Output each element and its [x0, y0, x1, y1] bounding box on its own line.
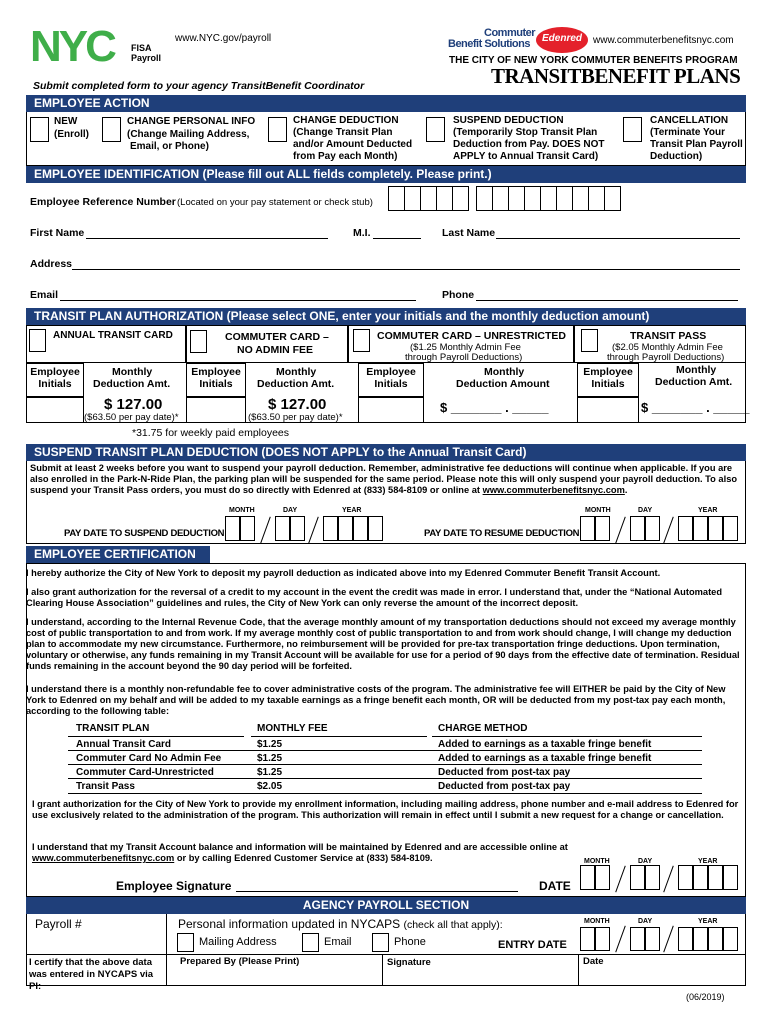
date-digit-box[interactable] [645, 865, 660, 890]
cert-paragraph-3: I understand, according to the Internal Revenue Code, that the average monthly amount of my transportation deductions should not exceed my average monthly cost of public transportation to and from work. If my average monthly cost of public transportation to and from work should change, I will change my deduction plan to accommodate my new circumstance. Furthermore, no reimbursement will be provided for pre-tax transportation fringe deductions. Upon termination, voluntary or otherwise, any funds remaining in my Transit Account will be available for use for a period of 90 days from the effective date of termination. Residual funds remaining in the account beyond the 90 day period will be forfeited. [26, 617, 740, 671]
identification-heading: EMPLOYEE IDENTIFICATION (Please fill out ALL fields completely. Please print.) [26, 166, 746, 183]
date-slash [615, 866, 626, 893]
ref-digit-box[interactable] [604, 186, 621, 211]
plan-transit-pass-monthly: Monthly [676, 364, 717, 376]
date-digit-box[interactable] [678, 516, 693, 541]
plan-transit-pass-sub2: through Payroll Deductions) [607, 352, 725, 363]
fee-table-header: TRANSIT PLAN [76, 723, 150, 734]
date-digit-box[interactable] [290, 516, 305, 541]
date-slash [260, 517, 271, 544]
employee-action-heading: EMPLOYEE ACTION [26, 95, 746, 112]
date-digit-box[interactable] [723, 865, 738, 890]
reference-number-label: Employee Reference Number [30, 196, 176, 208]
plan-unrestricted-sub1: ($1.25 Monthly Admin Fee [410, 342, 521, 353]
address-label: Address [30, 258, 73, 270]
plan-transit-pass-deduction: Deduction Amt. [655, 376, 733, 388]
mailing-address-checkbox[interactable] [177, 933, 194, 952]
fee-table-row-rule [68, 778, 702, 779]
fee-table-cell: Deducted from post-tax pay [438, 781, 571, 792]
date-digit-box[interactable] [580, 516, 595, 541]
fee-table-cell: Transit Pass [76, 781, 135, 792]
email-label: Email [30, 289, 59, 301]
option-cancel-line3: Transit Plan Payroll [650, 139, 743, 150]
program-line: THE CITY OF NEW YORK COMMUTER BENEFITS PROGRAM [449, 55, 738, 66]
option-change-personal-line3: Email, or Phone) [130, 141, 209, 152]
email-field[interactable] [60, 300, 416, 301]
cert-paragraph-2: I also grant authorization for the reversal of a credit to my account in the event the credit was made in error. I understand that, under the “National Automated Clearing House Association” guidelines and rules, the City of New York can only reverse the amount of the incorrect deposit. [26, 587, 723, 608]
fisa-label: FISA [131, 43, 152, 53]
first-name-label: First Name [30, 227, 85, 239]
fee-table-row-rule [68, 764, 702, 765]
cert-paragraph-5: I grant authorization for the City of New York to provide my enrollment information, including mailing address, phone number and e-mail address to Edenred for use exclusively related to the administration of the program. This authorization will remain in effect until I submit a new request for a change or cancellation. [32, 799, 739, 820]
fee-table-header-rule [251, 736, 427, 737]
plan-commuter-noadmin-per-pay: ($63.50 per pay date)* [248, 412, 343, 423]
cert-day-label: DAY [638, 858, 653, 865]
date-digit-box[interactable] [275, 516, 290, 541]
commuter-unrestricted-checkbox[interactable] [353, 329, 370, 352]
plan-commuter-noadmin-initials-label: Employee Initials [191, 366, 241, 390]
date-digit-box[interactable] [595, 865, 610, 890]
date-slash [615, 926, 626, 953]
agency-divider-v [166, 914, 167, 986]
entry-day-label: DAY [638, 918, 653, 925]
date-digit-box[interactable] [368, 516, 383, 541]
cert-month-label: MONTH [584, 858, 610, 865]
agency-email-checkbox[interactable] [302, 933, 319, 952]
plan-annual-initials-label: Employee Initials [30, 366, 80, 390]
new-enroll-checkbox[interactable] [30, 117, 49, 142]
plan-annual-per-pay: ($63.50 per pay date)* [84, 412, 179, 423]
plan-commuter-noadmin-monthly: Monthly [276, 366, 317, 378]
ref-digit-box[interactable] [476, 186, 493, 211]
ref-digit-box[interactable] [492, 186, 509, 211]
annual-transit-checkbox[interactable] [29, 329, 46, 352]
cert-paragraph-6-text: I understand that my Transit Account balance and information will be maintained by Edenred and are accessible online at [32, 842, 568, 852]
suspend-text: Submit at least 2 weeks before you want to suspend your payroll deduction. Remember, administrative fee deductions will continue when applicable. If you are also enrolled in the Park-N-Ride Plan, the parking plan will be suspended for the same period. Please note this will only suspend your payroll deduction. To also suspend your Transit Pass orders, you must do so directly with Edenred at (833) 584-8109 or online at www.commuterbenefitsnyc.com. [30, 463, 738, 495]
commuter-logo [448, 27, 588, 57]
agency-signature-label[interactable]: Signature [387, 957, 431, 968]
date-digit-box[interactable] [645, 927, 660, 951]
commuter-noadmin-checkbox[interactable] [190, 330, 207, 353]
option-new-line1: NEW [54, 116, 78, 127]
date-digit-box[interactable] [678, 865, 693, 890]
fee-table-cell: Deducted from post-tax pay [438, 767, 571, 778]
address-field[interactable] [72, 269, 740, 270]
cert-paragraph-4: I understand there is a monthly non-refundable fee to cover administrative costs of the program. The administrative fee will EITHER be paid by the City of New York to Edenred on my behalf and will be added to my taxable earnings as a fringe benefit each month, OR will be deducted from my post-tax pay each month, according to the following table: [26, 684, 726, 716]
ref-digit-box[interactable] [540, 186, 557, 211]
entry-year-label: YEAR [698, 918, 718, 925]
date-digit-box[interactable] [353, 516, 368, 541]
plan-transit-pass-initials-field[interactable] [577, 397, 639, 423]
resume-date-label: PAY DATE TO RESUME DEDUCTION [424, 528, 580, 539]
option-change-personal-line1: CHANGE PERSONAL INFO [127, 116, 256, 127]
ref-digit-box[interactable] [572, 186, 589, 211]
ref-digit-box[interactable] [436, 186, 453, 211]
agency-phone-checkbox[interactable] [372, 933, 389, 952]
commuter-logo-line1: Commuter [484, 27, 536, 39]
date-slash [615, 517, 626, 544]
date-digit-box[interactable] [693, 865, 708, 890]
option-suspend-line1: SUSPEND DEDUCTION [453, 115, 564, 126]
nycaps-updated-label [178, 917, 503, 931]
certify-entry-label: I certify that the above data was entered in NYCAPS via PI: [29, 957, 154, 992]
option-cancel-line4: Deduction) [650, 151, 703, 162]
ref-digit-box[interactable] [524, 186, 541, 211]
plan-unrestricted-name: COMMUTER CARD – UNRESTRICTED [377, 330, 566, 342]
plan-unrestricted-initials-label: Employee Initials [366, 366, 416, 390]
commuter-logo-line2: Benefit Solutions [448, 38, 530, 50]
agency-heading: AGENCY PAYROLL SECTION [26, 897, 746, 914]
plan-commuter-noadmin-amount: $ 127.00 [268, 396, 327, 413]
certification-heading: EMPLOYEE CERTIFICATION [26, 546, 210, 563]
plan-unrestricted-monthly: Monthly [484, 366, 525, 378]
date-digit-box[interactable] [708, 516, 723, 541]
fee-table-cell: Commuter Card-Unrestricted [76, 767, 214, 778]
nyc-url: www.NYC.gov/payroll [175, 33, 272, 44]
fee-table-header-rule [432, 736, 702, 737]
option-cancel-line1: CANCELLATION [650, 115, 729, 126]
date-digit-box[interactable] [595, 927, 610, 951]
suspend-date-input[interactable] [225, 516, 415, 544]
plan-transit-pass-amount[interactable]: $ _______ . _____ [641, 400, 750, 415]
agency-phone-label: Phone [394, 936, 426, 948]
option-change-deduction-line4: from Pay each Month) [293, 151, 398, 162]
date-digit-box[interactable] [678, 927, 693, 951]
date-digit-box[interactable] [240, 516, 255, 541]
plan-annual-deduction: Deduction Amt. [93, 378, 171, 390]
date-digit-box[interactable] [708, 927, 723, 951]
cert-date-label: DATE [539, 879, 571, 893]
reference-number-hint: (Located on your pay statement or check stub) [177, 197, 373, 208]
cancellation-checkbox[interactable] [623, 117, 642, 142]
fee-table-cell: $1.25 [257, 739, 283, 750]
last-name-label: Last Name [442, 227, 496, 239]
fee-table-cell: Added to earnings as a taxable fringe benefit [438, 753, 652, 764]
reference-number-input[interactable] [388, 186, 624, 212]
transit-pass-checkbox[interactable] [581, 329, 598, 352]
ref-digit-box[interactable] [420, 186, 437, 211]
resume-month-label: MONTH [585, 507, 611, 514]
plan-unrestricted-amount[interactable]: $ _______ . _____ [440, 400, 549, 415]
first-name-field[interactable] [86, 238, 328, 239]
date-digit-box[interactable] [225, 516, 240, 541]
cert-paragraph-6 [32, 842, 592, 864]
mi-field[interactable] [373, 238, 421, 239]
commuter-url: www.commuterbenefitsnyc.com [593, 35, 734, 46]
date-digit-box[interactable] [630, 865, 645, 890]
check-all-text: (check all that apply): [403, 919, 503, 931]
date-digit-box[interactable] [323, 516, 338, 541]
suspend-date-label: PAY DATE TO SUSPEND DEDUCTION [64, 528, 225, 539]
date-digit-box[interactable] [630, 927, 645, 951]
date-slash [663, 926, 674, 953]
suspend-month-label: MONTH [229, 507, 255, 514]
weekly-footnote: *31.75 for weekly paid employees [132, 427, 290, 439]
payroll-label: Payroll [131, 53, 162, 63]
entry-date-input[interactable] [580, 927, 750, 953]
plan-commuter-noadmin-deduction: Deduction Amt. [257, 378, 335, 390]
suspend-day-label: DAY [283, 507, 298, 514]
payroll-number-label: Payroll # [35, 917, 82, 931]
suspend-heading: SUSPEND TRANSIT PLAN DEDUCTION (DOES NOT APPLY to the Annual Transit Card) [26, 444, 746, 461]
date-digit-box[interactable] [723, 927, 738, 951]
option-suspend-line2: (Temporarily Stop Transit Plan [453, 127, 598, 138]
option-suspend-line4: APPLY to Annual Transit Card) [453, 151, 599, 162]
nyc-logo-graphic [30, 26, 132, 64]
cert-date-input[interactable] [580, 865, 750, 893]
agency-divider-h [26, 954, 746, 955]
agency-email-label: Email [324, 936, 352, 948]
cert-year-label: YEAR [698, 858, 718, 865]
plan-annual-amount: $ 127.00 [104, 396, 163, 413]
change-personal-checkbox[interactable] [102, 117, 121, 142]
phone-field[interactable] [476, 300, 738, 301]
plan-unrestricted-sub2: through Payroll Deductions) [405, 352, 523, 363]
ref-digit-box[interactable] [452, 186, 469, 211]
agency-divider-v3 [578, 954, 579, 986]
date-digit-box[interactable] [708, 865, 723, 890]
ref-digit-box[interactable] [404, 186, 421, 211]
plan-commuter-noadmin-initials-field[interactable] [186, 397, 246, 423]
logo-text: NYC [30, 26, 114, 64]
fee-table-cell: $1.25 [257, 753, 283, 764]
date-digit-box[interactable] [580, 865, 595, 890]
date-digit-box[interactable] [723, 516, 738, 541]
option-new-line2: (Enroll) [54, 129, 89, 140]
resume-day-label: DAY [638, 507, 653, 514]
plan-transit-pass-name: TRANSIT PASS [630, 330, 707, 342]
date-digit-box[interactable] [338, 516, 353, 541]
plan-annual-monthly: Monthly [112, 366, 153, 378]
date-digit-box[interactable] [630, 516, 645, 541]
date-digit-box[interactable] [580, 927, 595, 951]
ref-digit-box[interactable] [588, 186, 605, 211]
fee-table-cell: Commuter Card No Admin Fee [76, 753, 222, 764]
plan-transit-pass-initials-label: Employee Initials [583, 366, 633, 390]
option-cancel-line2: (Terminate Your [650, 127, 726, 138]
change-deduction-checkbox[interactable] [268, 117, 287, 142]
plan-commuter-noadmin-name2: NO ADMIN FEE [237, 344, 314, 356]
suspend-url-link[interactable]: www.commuterbenefitsnyc.com [482, 485, 625, 495]
fee-table-header: MONTHLY FEE [257, 723, 328, 734]
nyc-logo [30, 26, 132, 64]
fee-table-header: CHARGE METHOD [438, 723, 528, 734]
date-digit-box[interactable] [693, 516, 708, 541]
nycaps-updated-text: Personal information updated in NYCAPS [178, 917, 401, 931]
fee-table-cell: $1.25 [257, 767, 283, 778]
page-title: TRANSITBENEFIT PLANS [491, 64, 741, 88]
fee-table-row-rule [68, 750, 702, 751]
form-version: (06/2019) [686, 992, 725, 1002]
suspend-deduction-checkbox[interactable] [426, 117, 445, 142]
fee-table-header-rule [68, 736, 244, 737]
plan-unrestricted-initials-field[interactable] [358, 397, 424, 423]
entry-month-label: MONTH [584, 918, 610, 925]
suspend-text-body: Submit at least 2 weeks before you want to suspend your payroll deduction. Remember, administrative fee deductions will continue when applicable. If you are also enrolled in the Park-N-Ride Plan, the parking plan will be suspended for the same period. Please note this will only suspend your payroll deduction. To also suspend your Transit Pass orders, you must do so directly with Edenred at (833) 584-8109 or online at [30, 463, 738, 495]
employee-signature-field[interactable] [236, 891, 518, 892]
authorization-heading: TRANSIT PLAN AUTHORIZATION (Please select ONE, enter your initials and the monthly deduction amount) [26, 308, 746, 325]
fee-table-cell: Added to earnings as a taxable fringe benefit [438, 739, 652, 750]
fee-table-row-rule [68, 793, 702, 794]
option-change-deduction-line3: and/or Amount Deducted [293, 139, 413, 150]
edenred-badge [536, 27, 588, 53]
date-digit-box[interactable] [645, 516, 660, 541]
plan-annual-name: ANNUAL TRANSIT CARD [53, 330, 173, 341]
fee-table-cell: Annual Transit Card [76, 739, 172, 750]
fee-table [68, 723, 716, 795]
cert-paragraph-1: I hereby authorize the City of New York to deposit my payroll deduction as indicated above into my Edenred Commuter Benefit Transit Account. [26, 568, 661, 578]
ref-digit-box[interactable] [508, 186, 525, 211]
resume-date-input[interactable] [580, 516, 750, 544]
option-suspend-line3: Deduction from Pay. DOES NOT [453, 139, 605, 150]
plan-transit-pass-sub1: ($2.05 Monthly Admin Fee [612, 342, 723, 353]
plan-unrestricted-deduction: Deduction Amount [456, 378, 550, 390]
date-digit-box[interactable] [595, 516, 610, 541]
ref-digit-box[interactable] [556, 186, 573, 211]
option-change-deduction-line1: CHANGE DEDUCTION [293, 115, 399, 126]
employee-signature-label: Employee Signature [116, 879, 232, 893]
suspend-year-label: YEAR [342, 507, 362, 514]
entry-date-label: ENTRY DATE [498, 939, 567, 951]
edenred-text: Edenred [542, 33, 583, 44]
resume-year-label: YEAR [698, 507, 718, 514]
mailing-address-label: Mailing Address [199, 936, 277, 948]
date-slash [663, 866, 674, 893]
plan-commuter-noadmin-name: COMMUTER CARD – [225, 331, 329, 343]
ref-digit-box[interactable] [388, 186, 405, 211]
prepared-by-label[interactable]: Prepared By (Please Print) [180, 956, 300, 967]
option-change-deduction-line2: (Change Transit Plan [293, 127, 393, 138]
agency-date-label[interactable]: Date [583, 956, 604, 967]
plan-annual-initials-field[interactable] [26, 397, 84, 423]
fee-table-cell: $2.05 [257, 781, 283, 792]
last-name-field[interactable] [496, 238, 740, 239]
date-digit-box[interactable] [693, 927, 708, 951]
cert-url-link[interactable]: www.commuterbenefitsnyc.com [32, 853, 175, 863]
submit-instruction: Submit completed form to your agency TransitBenefit Coordinator [33, 80, 365, 92]
agency-divider-v2 [382, 954, 383, 986]
date-slash [308, 517, 319, 544]
option-change-personal-line2: (Change Mailing Address, [127, 129, 250, 140]
date-slash [663, 517, 674, 544]
phone-label: Phone [442, 289, 475, 301]
mi-label: M.I. [353, 227, 371, 239]
cert-paragraph-6-tail: or by calling Edenred Customer Service at (833) 584-8109. [176, 853, 433, 863]
